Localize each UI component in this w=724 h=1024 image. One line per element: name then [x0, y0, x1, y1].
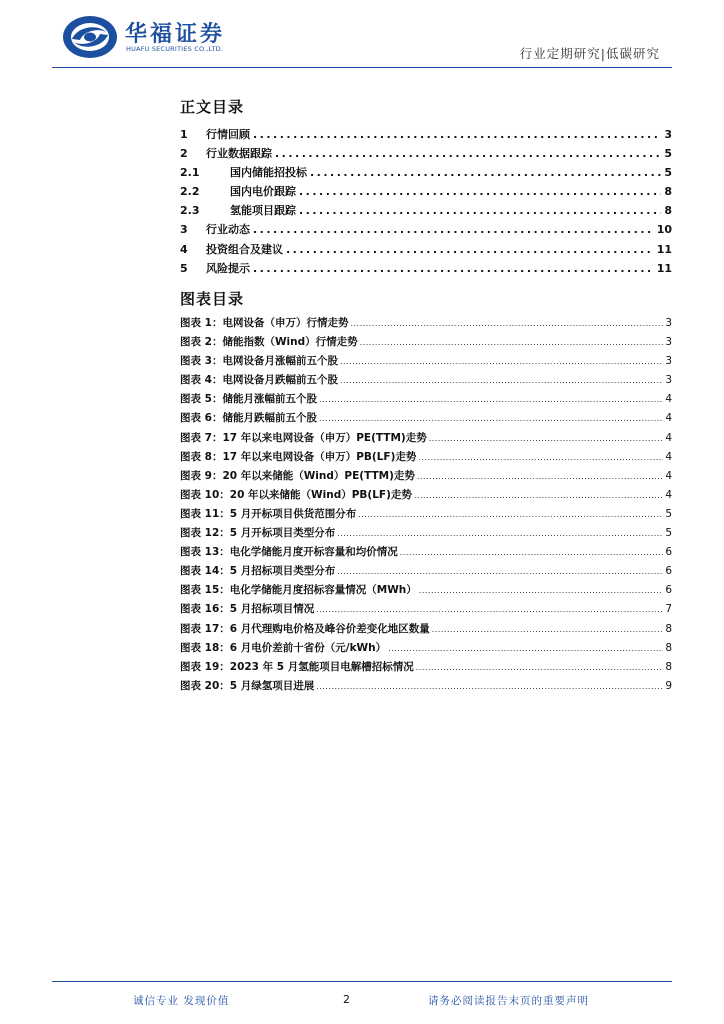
toc-item[interactable]: [180, 145, 672, 164]
toc-item-page: 8: [664, 185, 672, 199]
toc-dot-leader: [310, 166, 661, 179]
figure-item-page: 5: [665, 507, 672, 520]
figure-dot-leader: [350, 319, 663, 328]
figure-item-page: 4: [665, 393, 672, 406]
figure-item[interactable]: [180, 506, 672, 525]
footer-slogan: 诚信专业 发现价值: [133, 995, 230, 1007]
figure-dot-leader: [316, 682, 663, 691]
page-header: [0, 0, 724, 70]
toc-dot-leader: [299, 204, 661, 217]
toc-dot-leader: [253, 262, 654, 275]
toc-item-page: 5: [664, 147, 672, 161]
figure-item[interactable]: [180, 430, 672, 449]
figure-item-label: 图表 19：2023 年 5 月氢能项目电解槽招标情况: [180, 660, 414, 673]
figure-item-label: 图表 16：5 月招标项目情况: [180, 603, 315, 616]
figure-item-page: 9: [665, 679, 672, 692]
figure-item-page: 3: [665, 317, 672, 329]
figure-dot-leader: [337, 529, 663, 538]
toc-item-page: 3: [664, 128, 672, 141]
figure-dot-leader: [417, 472, 663, 481]
toc-item[interactable]: [180, 241, 672, 260]
figure-item-label: 图表 7：17 年以来电网设备（申万）PE(TTM)走势: [180, 431, 427, 444]
figure-item[interactable]: [180, 372, 672, 391]
figure-item-label: 图表 14：5 月招标项目类型分布: [180, 565, 336, 578]
figure-item-label: 图表 10：20 年以来储能（Wind）PB(LF)走势: [180, 488, 412, 501]
toc-item-label: 行业数据跟踪: [206, 147, 272, 161]
figure-dot-leader: [419, 586, 664, 595]
huafu-logo-icon: [62, 14, 118, 60]
toc-item-label: 国内电价跟踪: [230, 185, 296, 199]
toc-dot-leader: [253, 223, 654, 236]
toc-item-label: 行业动态: [206, 223, 250, 237]
toc-item-page: 11: [656, 261, 672, 275]
figure-item-label: 图表 15：电化学储能月度招标容量情况（MWh）: [180, 584, 417, 597]
figure-dot-leader: [319, 414, 663, 423]
toc-item[interactable]: [180, 183, 672, 202]
figure-item[interactable]: [180, 621, 672, 640]
figure-item[interactable]: [180, 544, 672, 563]
figure-item-label: 图表 6：储能月跌幅前五个股: [180, 412, 317, 425]
toc-item[interactable]: [180, 260, 672, 279]
figure-dot-leader: [400, 548, 664, 557]
figure-item-page: 8: [665, 622, 672, 635]
figure-item-label: 图表 8：17 年以来电网设备（申万）PB(LF)走势: [180, 450, 417, 463]
figure-dot-leader: [416, 663, 664, 672]
figure-item-label: 图表 2：储能指数（Wind）行情走势: [180, 336, 358, 349]
figure-dot-leader: [360, 338, 664, 347]
figure-dot-leader: [414, 491, 663, 500]
figure-item-page: 3: [665, 355, 672, 368]
figure-item-label: 图表 18：6 月电价差前十省份（元/kWh）: [180, 641, 387, 654]
footer-divider: [52, 981, 672, 982]
toc-item-number: 2.3: [180, 204, 200, 218]
figure-list-title: 图表目录: [180, 290, 245, 308]
toc-item-label: 行情回顾: [206, 128, 250, 141]
figure-item-label: 图表 20：5 月绿氢项目进展: [180, 679, 315, 692]
figure-item[interactable]: [180, 601, 672, 620]
figure-item[interactable]: [180, 525, 672, 544]
figure-dot-leader: [340, 376, 663, 385]
figure-item-page: 6: [665, 546, 672, 559]
toc-dot-leader: [286, 243, 654, 256]
figure-dot-leader: [340, 357, 663, 366]
figure-item[interactable]: [180, 391, 672, 410]
toc-item-number: 5: [180, 261, 188, 275]
figure-item-page: 3: [665, 336, 672, 349]
figure-dot-leader: [432, 625, 664, 634]
figure-item-page: 4: [665, 412, 672, 425]
figure-item-page: 8: [665, 641, 672, 654]
report-type: 行业定期研究|低碳研究: [519, 46, 660, 61]
figure-item-label: 图表 1：电网设备（申万）行情走势: [180, 317, 349, 329]
footer-disclaimer: 请务必阅读报告末页的重要声明: [428, 995, 589, 1007]
brand-name-cn: 华福证券: [125, 22, 226, 47]
figure-item[interactable]: [180, 563, 672, 582]
figure-item[interactable]: [180, 487, 672, 506]
figure-dot-leader: [358, 510, 663, 519]
toc-item-label: 投资组合及建议: [206, 242, 283, 256]
figure-item-label: 图表 13：电化学储能月度开标容量和均价情况: [180, 546, 398, 559]
toc-item-label: 氢能项目跟踪: [230, 204, 296, 218]
toc-item-label: 风险提示: [206, 261, 250, 275]
toc-dot-leader: [253, 128, 661, 141]
figure-dot-leader: [429, 434, 664, 443]
toc-item-number: 2: [180, 147, 188, 161]
figure-item-label: 图表 12：5 月开标项目类型分布: [180, 527, 336, 540]
toc-item-number: 1: [180, 128, 188, 141]
figure-item[interactable]: [180, 582, 672, 601]
figure-item[interactable]: [180, 353, 672, 372]
toc-item-number: 3: [180, 223, 188, 237]
figure-list: [180, 315, 672, 697]
figure-item-label: 图表 9：20 年以来储能（Wind）PE(TTM)走势: [180, 469, 415, 482]
figure-item-page: 6: [665, 565, 672, 578]
toc-item-page: 8: [664, 204, 672, 218]
header-divider: [52, 67, 672, 68]
toc-dot-leader: [275, 147, 661, 160]
figure-item-label: 图表 4：电网设备月跌幅前五个股: [180, 374, 338, 387]
figure-item-label: 图表 3：电网设备月涨幅前五个股: [180, 355, 338, 368]
figure-item-page: 4: [665, 450, 672, 463]
figure-item-page: 8: [665, 660, 672, 673]
toc-item[interactable]: [180, 202, 672, 221]
toc-item[interactable]: [180, 221, 672, 240]
figure-item-page: 3: [665, 374, 672, 387]
toc-item[interactable]: [180, 164, 672, 183]
company-logo: [62, 14, 262, 60]
figure-item[interactable]: [180, 659, 672, 678]
toc-list: [180, 126, 672, 279]
figure-item[interactable]: [180, 678, 672, 697]
figure-item-page: 6: [665, 584, 672, 597]
figure-item[interactable]: [180, 315, 672, 334]
figure-item[interactable]: [180, 334, 672, 353]
page-number: 2: [343, 993, 350, 1006]
figure-dot-leader: [418, 453, 663, 462]
figure-item-page: 4: [665, 469, 672, 482]
toc-item-number: 2.2: [180, 185, 200, 199]
figure-item[interactable]: [180, 410, 672, 429]
figure-item-page: 5: [665, 527, 672, 540]
figure-dot-leader: [337, 567, 663, 576]
figure-item-page: 4: [665, 431, 672, 444]
toc-item-number: 4: [180, 242, 188, 256]
toc-item-page: 5: [664, 166, 672, 180]
figure-item[interactable]: [180, 449, 672, 468]
figure-item-label: 图表 11：5 月开标项目供货范围分布: [180, 507, 357, 520]
toc-dot-leader: [299, 185, 661, 198]
figure-item-label: 图表 5：储能月涨幅前五个股: [180, 393, 317, 406]
toc-item-page: 11: [656, 242, 672, 256]
figure-item-page: 4: [665, 488, 672, 501]
toc-item[interactable]: [180, 126, 672, 145]
figure-item-page: 7: [665, 603, 672, 616]
figure-dot-leader: [388, 644, 663, 653]
figure-item-label: 图表 17：6 月代理购电价格及峰谷价差变化地区数量: [180, 622, 430, 635]
toc-item-page: 10: [656, 223, 672, 237]
figure-item[interactable]: [180, 640, 672, 659]
figure-dot-leader: [319, 395, 663, 404]
toc-title: 正文目录: [180, 98, 245, 116]
figure-item[interactable]: [180, 468, 672, 487]
figure-dot-leader: [316, 605, 663, 614]
brand-name-en: HUAFU SECURITIES CO.,LTD.: [126, 45, 224, 53]
toc-item-number: 2.1: [180, 166, 200, 180]
toc-item-label: 国内储能招投标: [230, 166, 307, 180]
